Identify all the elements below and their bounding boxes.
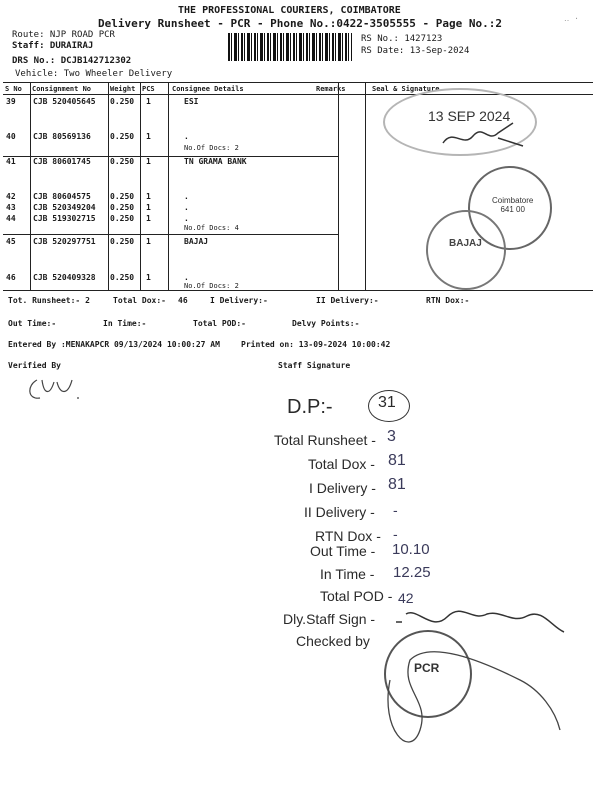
col-sno: S No [5,85,22,93]
row-consignment-no: CJB 519302715 [33,214,96,223]
hw-total-dox-value: 81 [388,452,406,469]
hw-in-time-value: 12.25 [393,564,431,581]
delvy-points: Delvy Points:- [292,319,360,328]
bajaj-stamp-text: BAJAJ [449,238,482,249]
barcode [228,33,352,61]
hw-rtn-dox-value: - [393,526,398,542]
hw-total-runsheet-value: 3 [387,428,396,445]
hw-out-time: Out Time - [310,543,376,559]
hw-rtn-dox: RTN Dox - [315,528,381,544]
total-runsheet: Tot. Runsheet:- 2 [8,296,90,305]
total-dox-value: 46 [178,296,188,305]
staff-signature: Staff Signature [278,361,351,370]
row-sno: 41 [6,157,16,166]
runsheet-title: Delivery Runsheet - PCR - Phone No.:0422-3505555 - Page No.:2 [98,17,502,30]
row-weight: 0.250 [110,97,135,106]
row-consignment-no: CJB 520349204 [33,203,96,212]
row-consignee: . [184,214,189,223]
hw-ii-delivery: II Delivery - [304,504,375,520]
col-pcs: PCS [142,85,155,93]
col-weight: Weight [110,85,136,93]
verified-by: Verified By [8,361,61,370]
row-consignee: . [184,203,189,212]
total-pod: Total POD:- [193,319,246,328]
row-consignee: . [184,273,189,282]
bank-stamp-text: Coimbatore 641 00 [492,196,534,214]
bajaj-round-stamp [426,210,506,290]
row-weight: 0.250 [110,157,135,166]
row-consignee: BAJAJ [184,237,209,246]
row-sno: 46 [6,273,16,282]
row-consignment-no: CJB 80569136 [33,132,91,141]
hw-checked-by: Checked by [296,633,370,649]
company-name: THE PROFESSIONAL COURIERS, COIMBATORE [178,5,401,16]
dp-label: D.P:- [287,396,333,418]
row-sno: 42 [6,192,16,201]
hw-i-delivery: I Delivery - [309,480,376,496]
printed-on: Printed on: 13-09-2024 10:00:42 [241,340,391,349]
i-delivery: I Delivery:- [210,296,268,305]
rs-number: RS No.: 1427123 [361,34,443,44]
row-weight: 0.250 [110,214,135,223]
row-consignee: . [184,192,189,201]
verifier-signature [22,370,92,410]
hw-dly-staff-sign: Dly.Staff Sign - [283,611,376,627]
hw-out-time-value: 10.10 [392,541,430,558]
hw-total-pod-value: 42 [398,590,414,606]
hw-ii-delivery-value: - [393,502,398,518]
drs-number: DRS No.: DCJB142712302 [12,56,132,66]
in-time: In Time:- [103,319,147,328]
row-consignment-no: CJB 520297751 [33,237,96,246]
hw-i-delivery-value: 81 [388,476,406,493]
row-consignee: TN GRAMA BANK [184,157,247,166]
row-consignment-no: CJB 80604575 [33,192,91,201]
row-sno: 39 [6,97,16,106]
row-pcs: 1 [146,273,151,282]
pcr-stamp-text: PCR [414,661,440,675]
row-sno: 45 [6,237,16,246]
row-consignee: ESI [184,97,199,106]
staff: Staff: DURAIRAJ [12,41,94,51]
hw-in-time: In Time - [320,566,375,582]
row-pcs: 1 [146,192,151,201]
vehicle: Vehicle: Two Wheeler Delivery [15,69,173,79]
row-weight: 0.250 [110,132,135,141]
rs-date: RS Date: 13-Sep-2024 [361,46,470,56]
hw-total-runsheet: Total Runsheet - [274,432,376,448]
row-consignee: . [184,132,189,141]
row-weight: 0.250 [110,237,135,246]
row-pcs: 1 [146,237,151,246]
row-docs-count: No.Of Docs: 2 [184,282,239,290]
row-weight: 0.250 [110,203,135,212]
col-seal: Seal & Signature [372,85,440,93]
row-docs-count: No.Of Docs: 4 [184,224,239,232]
date-stamp: 13 SEP 2024 [428,108,511,124]
signature-mark [438,118,528,158]
row-pcs: 1 [146,157,151,166]
row-consignment-no: CJB 80601745 [33,157,91,166]
row-pcs: 1 [146,203,151,212]
row-pcs: 1 [146,214,151,223]
dp-value: 31 [378,394,396,411]
row-docs-count: No.Of Docs: 2 [184,144,239,152]
entered-by: Entered By :MENAKAPCR 09/13/2024 10:00:27 AM [8,340,220,349]
row-sno: 43 [6,203,16,212]
ii-delivery: II Delivery:- [316,296,379,305]
row-consignment-no: CJB 520405645 [33,97,96,106]
row-sno: 44 [6,214,16,223]
col-remarks: Remarks [316,85,346,93]
row-pcs: 1 [146,97,151,106]
hw-total-dox: Total Dox - [308,456,375,472]
hw-total-pod: Total POD - [320,588,393,604]
route: Route: NJP ROAD PCR [12,30,115,40]
row-weight: 0.250 [110,273,135,282]
row-consignment-no: CJB 520409328 [33,273,96,282]
checked-signature [370,620,570,760]
col-consignee: Consignee Details [172,85,244,93]
row-sno: 40 [6,132,16,141]
corner-marks: ‥ · [564,14,579,23]
out-time: Out Time:- [8,319,57,328]
row-weight: 0.250 [110,192,135,201]
total-dox-label: Total Dox:- [113,296,166,305]
col-consignment: Consignment No [32,85,92,93]
row-pcs: 1 [146,132,151,141]
rtn-dox: RTN Dox:- [426,296,470,305]
